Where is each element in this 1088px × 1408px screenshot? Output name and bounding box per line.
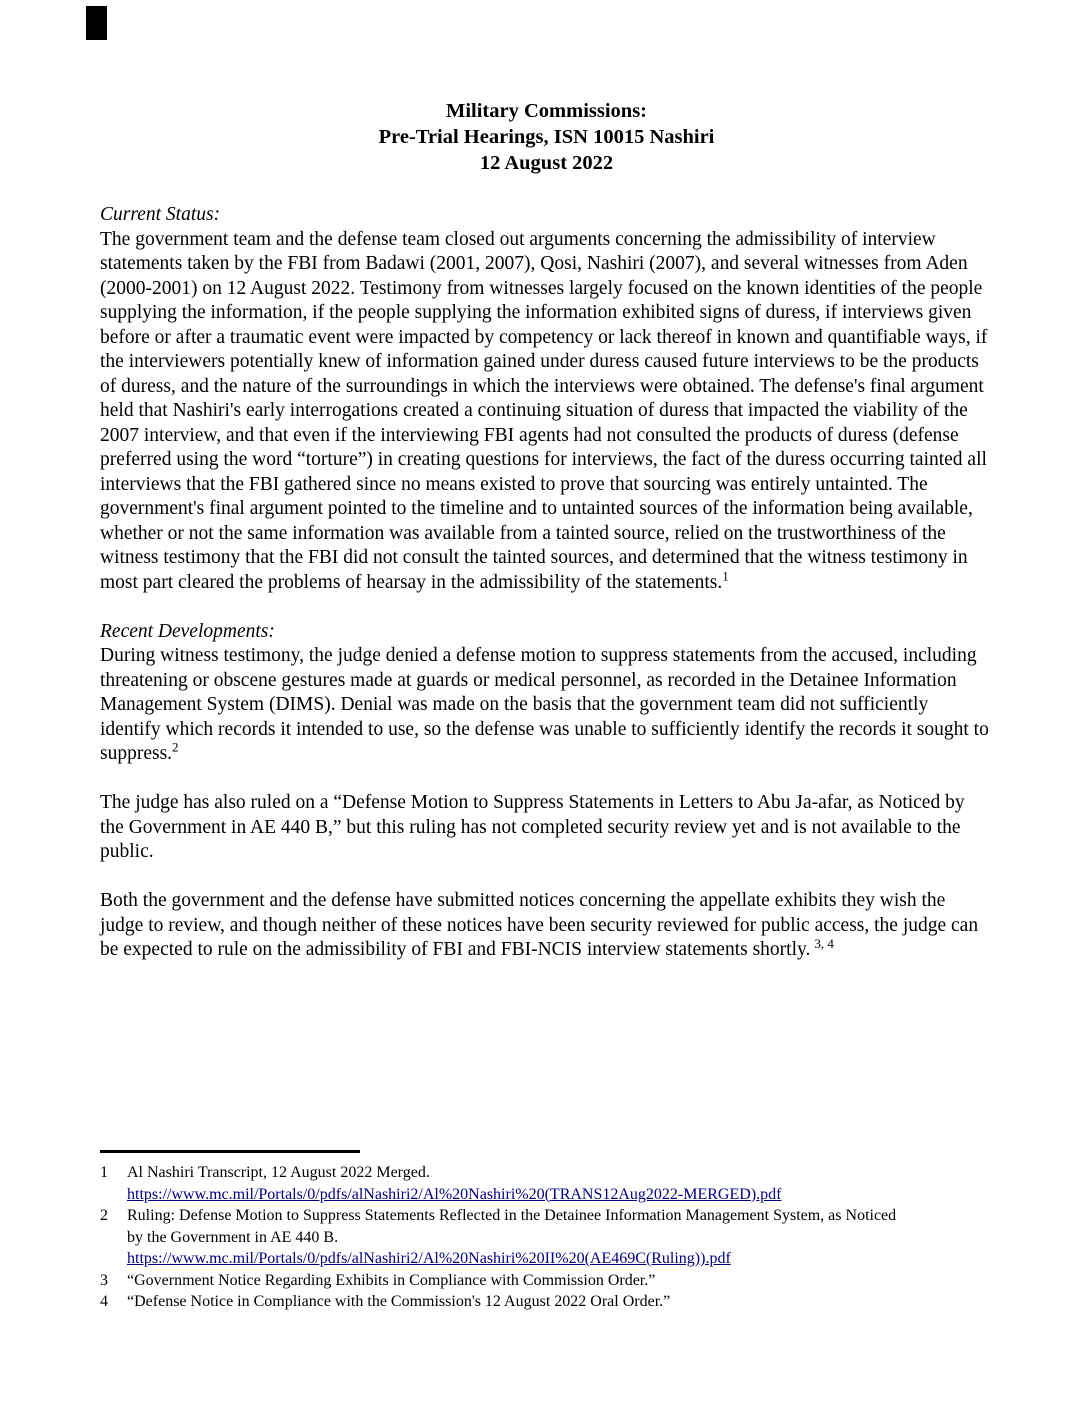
footnote-text: “Defense Notice in Compliance with the Commission's 12 August 2022 Oral Order.” xyxy=(127,1293,671,1310)
document-title xyxy=(100,98,993,176)
section-heading-recent-developments: Recent Developments: xyxy=(100,620,275,642)
footnote-4 xyxy=(100,1291,1005,1313)
footnote-text: Al Nashiri Transcript, 12 August 2022 Merged. xyxy=(127,1164,430,1181)
footnote-1 xyxy=(100,1162,1005,1205)
footnote-ref-3-4: 3, 4 xyxy=(814,935,834,951)
title-line-1: Military Commissions: xyxy=(446,100,647,122)
footnote-3 xyxy=(100,1270,1005,1292)
paragraph-notices xyxy=(100,889,993,963)
paragraph-text: The government team and the defense team closed out arguments concerning the admissibility of interview statements taken by the FBI from Badawi (2001, 2007), Qosi, Nashiri (2007), and several witnesses from Aden (2000-2001) on 12 August 2022. Testimony from witnesses largely focused on the known identities of the people supplying the information, if the people supplying the information exhibited signs of duress, if interviews given before or after a traumatic event were impacted by competency or lack thereof in known and quantifiable ways, if the interviewers potentially knew of information gained under duress caused future interviews to be the products of duress, and the nature of the surroundings in which the interviews were obtained. The defense's final argument held that Nashiri's early interrogations created a continuing situation of duress that impacted the viability of the 2007 interview, and that even if the interviewing FBI agents had not consulted the products of duress (defense preferred using the word “torture”) in creating questions for interviews, the fact of the duress occurring tainted all interviews that the FBI gathered since no means existed to prove that sourcing was entirely untainted. The government's final argument pointed to the timeline and to untainted sources of the information being available, whether or not the same information was available from a tainted source, relied on the trustworthiness of the witness testimony that the FBI did not consult the tainted sources, and determined that the witness testimony in most part cleared the problems of hearsay in the admissibility of the statements. xyxy=(100,228,988,593)
footnote-separator xyxy=(100,1150,360,1153)
footnote-number: 3 xyxy=(100,1271,108,1289)
title-line-2: Pre-Trial Hearings, ISN 10015 Nashiri xyxy=(378,126,715,148)
footnote-number: 2 xyxy=(100,1207,108,1224)
footnote-number: 1 xyxy=(100,1164,108,1181)
paragraph-current-status xyxy=(100,228,993,596)
footnote-ref-2: 2 xyxy=(172,739,179,755)
document-content xyxy=(100,98,993,963)
section-heading-current-status: Current Status: xyxy=(100,204,221,225)
paragraph-letters-ruling xyxy=(100,791,993,865)
footnote-2 xyxy=(100,1205,1005,1270)
paragraph-text: Both the government and the defense have submitted notices concerning the appellate exhibits they wish the judge to review, and though neither of these notices have been security reviewed for public access, the judge can be expected to rule on the admissibility of FBI and FBI-NCIS interview statements shortly. xyxy=(100,890,979,960)
paragraph-dims-ruling xyxy=(100,644,993,767)
footnote-text-line-2: by the Government in AE 440 B. xyxy=(127,1228,339,1246)
footnote-text-line-1: Ruling: Defense Motion to Suppress Statements Reflected in the Detainee Information Management System, as Noticed xyxy=(127,1207,897,1224)
paragraph-text: During witness testimony, the judge denied a defense motion to suppress statements from the accused, including threatening or obscene gestures made at guards or medical personnel, as recorded in the Detainee Information Management System (DIMS). Denial was made on the basis that the government team did not sufficiently identify which records it intended to use, so the defense was unable to sufficiently identify the records it sought to suppress. xyxy=(100,645,989,764)
corner-artifact-mark xyxy=(86,6,107,40)
paragraph-text: The judge has also ruled on a “Defense Motion to Suppress Statements in Letters to Abu Ja-afar, as Noticed by the Government in AE 440 B,” but this ruling has not completed security review yet and is not available to the public. xyxy=(100,792,965,862)
footnote-text: “Government Notice Regarding Exhibits in Compliance with Commission Order.” xyxy=(127,1271,656,1289)
footnote-link-ruling[interactable]: https://www.mc.mil/Portals/0/pdfs/alNashiri2/Al%20Nashiri%20II%20(AE469C(Ruling)).pdf xyxy=(127,1250,731,1267)
footnote-number: 4 xyxy=(100,1293,108,1310)
footnotes-section xyxy=(100,1150,1005,1313)
footnote-link-transcript[interactable]: https://www.mc.mil/Portals/0/pdfs/alNashiri2/Al%20Nashiri%20(TRANS12Aug2022-MERGED).pdf xyxy=(127,1185,782,1203)
footnote-ref-1: 1 xyxy=(722,568,729,583)
title-line-3: 12 August 2022 xyxy=(479,152,614,174)
